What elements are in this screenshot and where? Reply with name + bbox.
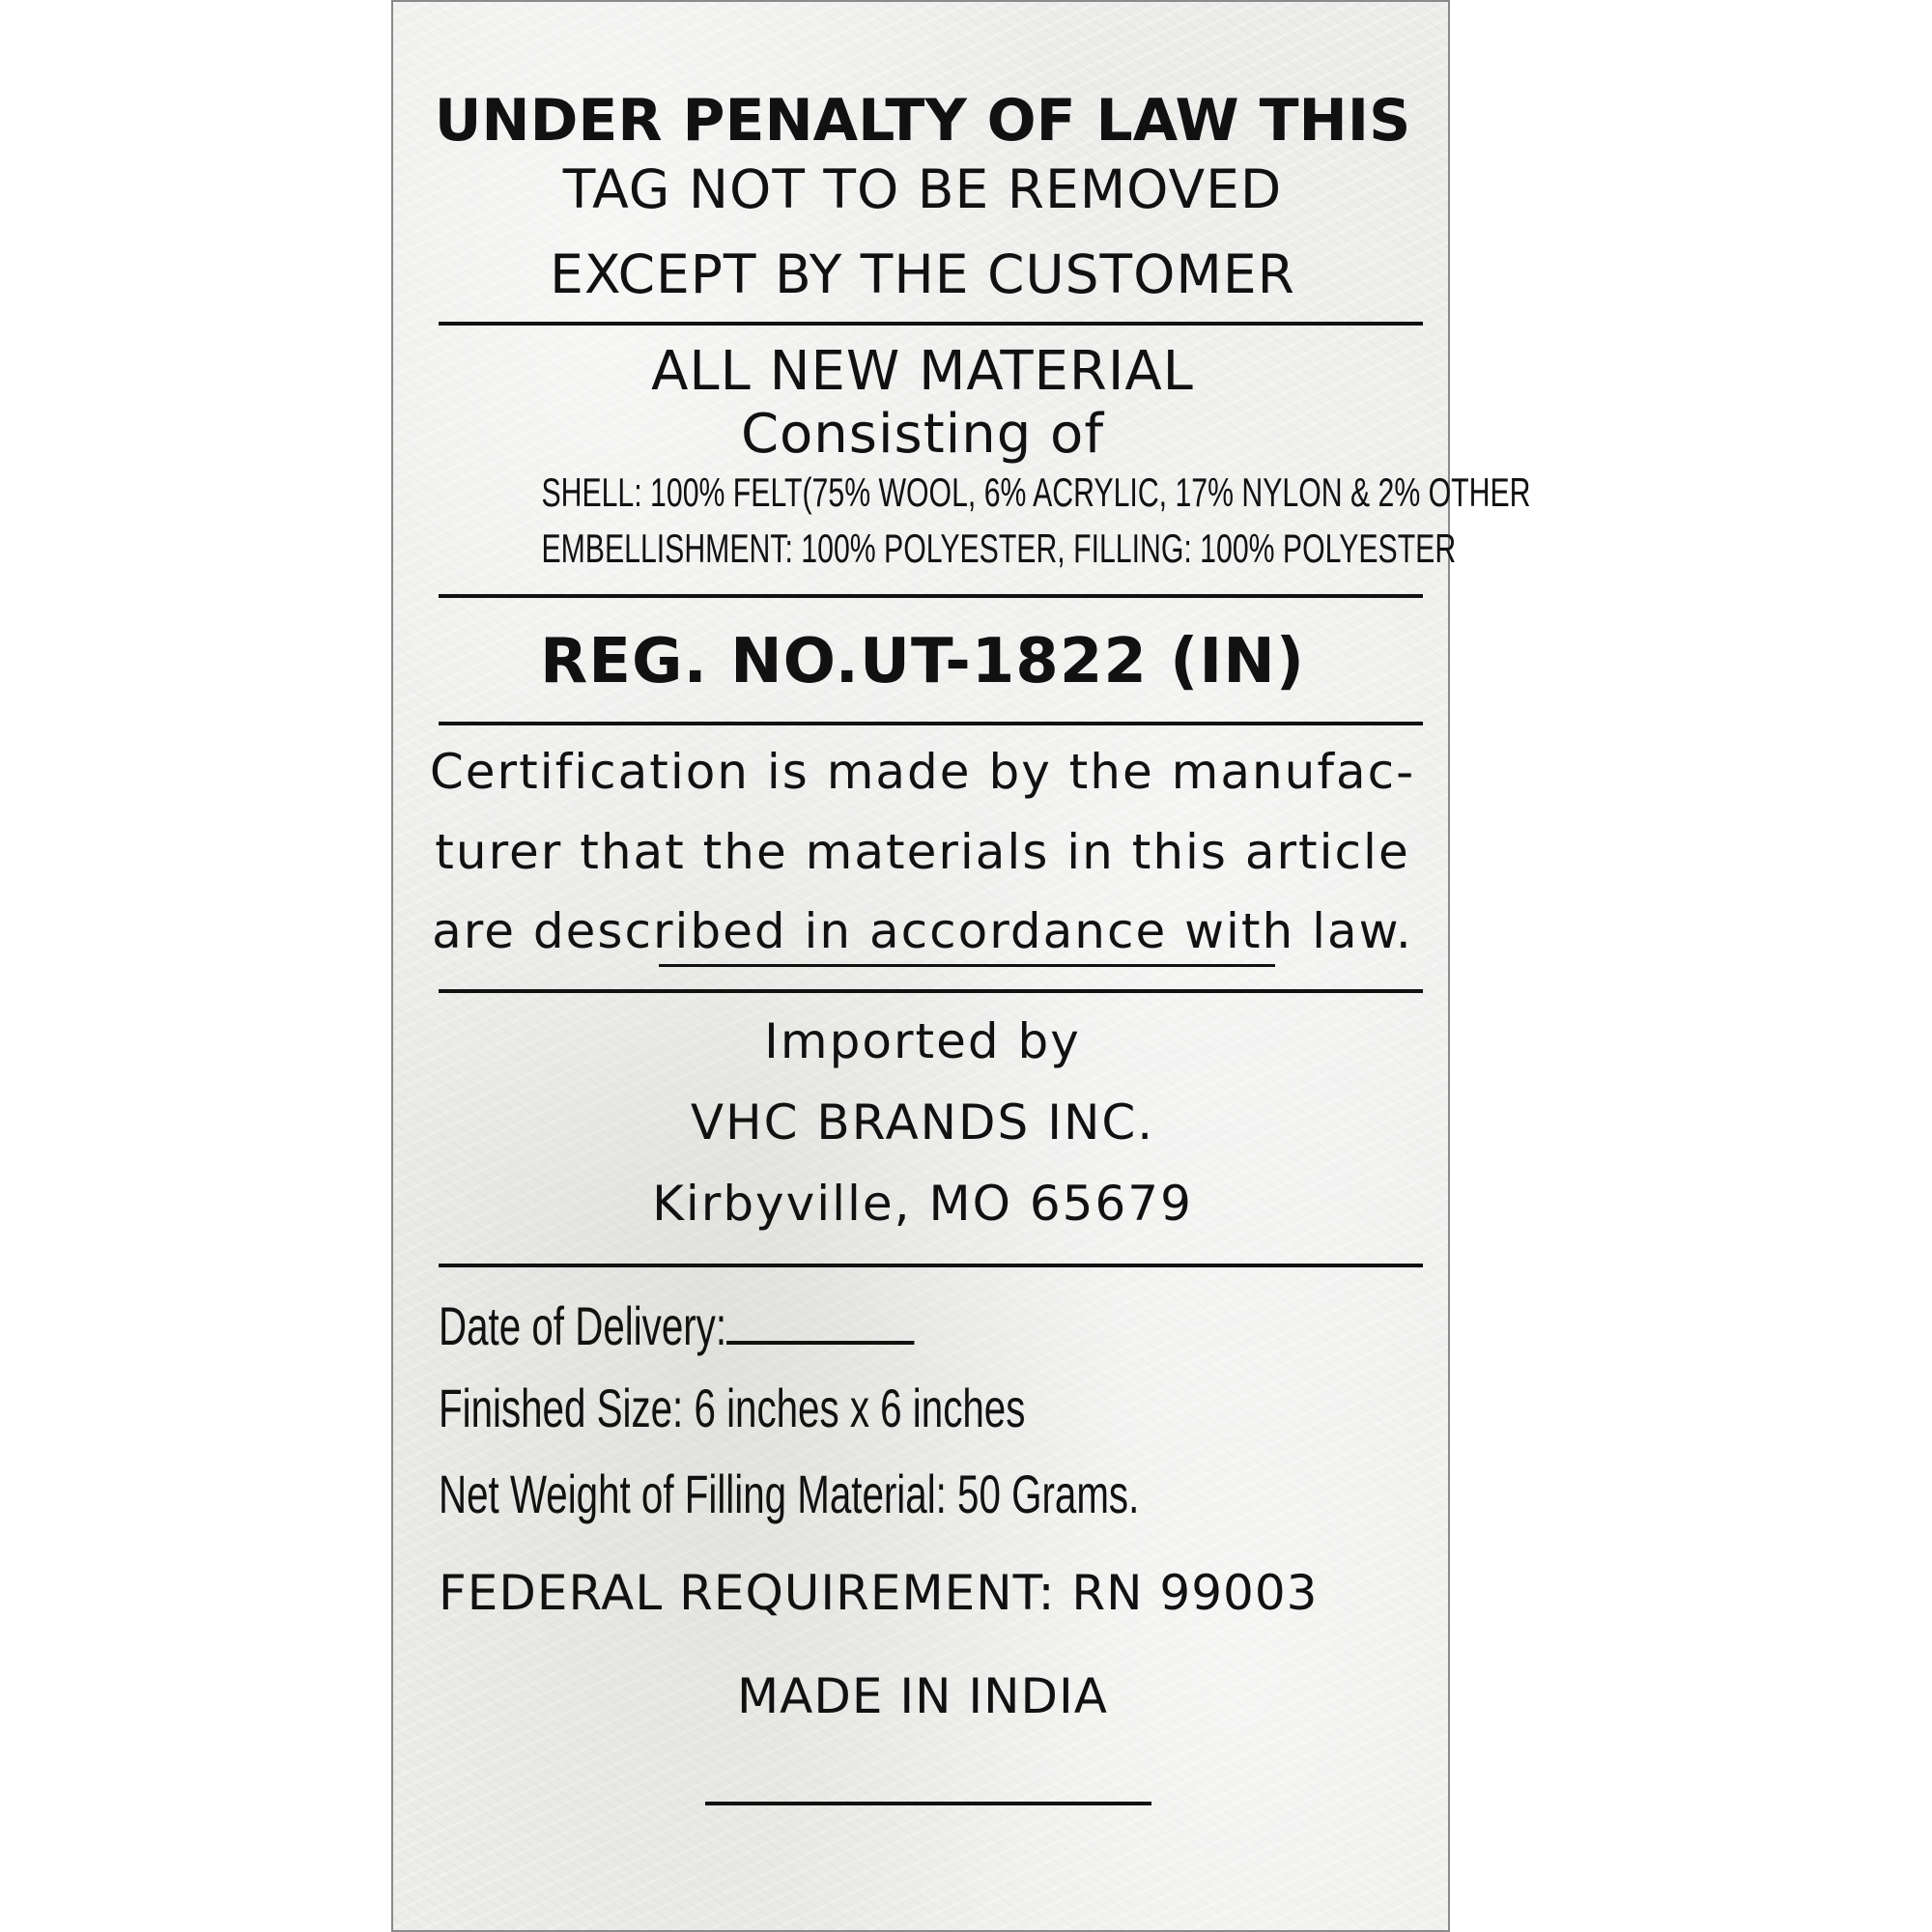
certification-line-3: are described in accordance with law. <box>432 903 1413 959</box>
importer-address: Kirbyville, MO 65679 <box>652 1176 1193 1232</box>
registration-number: REG. NO.UT-1822 (IN) <box>539 626 1306 697</box>
divider-2 <box>439 594 1423 598</box>
law-tag <box>391 0 1531 1932</box>
country-of-origin: MADE IN INDIA <box>737 1668 1108 1724</box>
material-shell-line: SHELL: 100% FELT(75% WOOL, 6% ACRYLIC, 17% NYLON & 2% OTHER <box>541 469 1531 515</box>
bottom-rule <box>705 1802 1151 1805</box>
delivery-date-field <box>439 1294 914 1357</box>
material-embellishment-line: EMBELLISHMENT: 100% POLYESTER, FILLING: 100% POLYESTER <box>541 526 1457 571</box>
divider-1 <box>439 322 1423 326</box>
importer-name: VHC BRANDS INC. <box>690 1094 1155 1151</box>
header-line-3: EXCEPT BY THE CUSTOMER <box>550 243 1295 305</box>
header-line-1: UNDER PENALTY OF LAW THIS <box>434 87 1411 155</box>
certification-line-2: turer that the materials in this article <box>435 824 1410 880</box>
divider-4 <box>439 989 1423 993</box>
finished-size: Finished Size: 6 inches x 6 inches <box>439 1378 1026 1438</box>
certification-underline <box>659 964 1275 967</box>
divider-3 <box>439 722 1423 725</box>
federal-requirement: FEDERAL REQUIREMENT: RN 99003 <box>439 1565 1319 1621</box>
delivery-date-label: Date of Delivery: <box>439 1295 727 1356</box>
net-weight: Net Weight of Filling Material: 50 Grams. <box>439 1463 1140 1524</box>
divider-5 <box>439 1264 1423 1267</box>
importer-label: Imported by <box>764 1013 1081 1069</box>
delivery-date-blank <box>726 1298 914 1345</box>
header-line-2: TAG NOT TO BE REMOVED <box>562 158 1283 220</box>
material-subtitle: Consisting of <box>740 403 1105 466</box>
material-title: ALL NEW MATERIAL <box>651 340 1194 403</box>
certification-line-1: Certification is made by the manufac- <box>429 744 1416 800</box>
